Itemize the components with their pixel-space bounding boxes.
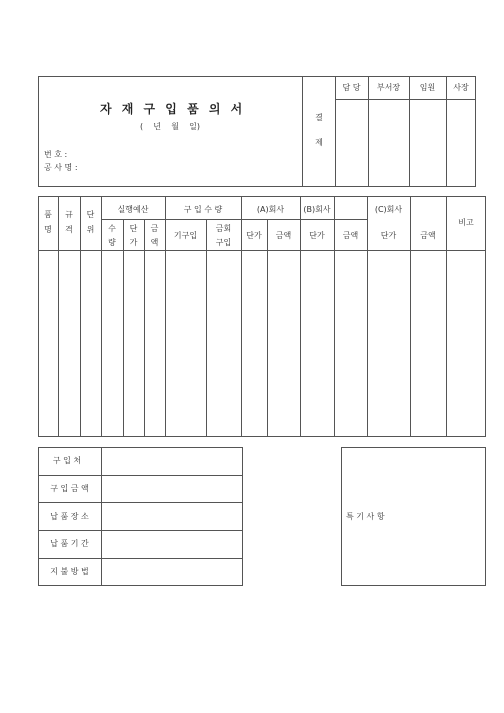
- header-divider: [302, 76, 303, 187]
- approval-label: 결: [315, 113, 323, 122]
- col-spec: 규: [65, 210, 73, 219]
- info-row-line: [38, 502, 243, 503]
- info-row-line: [38, 530, 243, 531]
- approval-role-staff: 담 당: [342, 83, 361, 92]
- col-a-amount: 금액: [275, 231, 292, 240]
- supplier-label: 구 입 처: [52, 456, 82, 465]
- col-prior-purchase: 기구입: [173, 231, 198, 240]
- approval-role-line: [335, 99, 476, 100]
- info-row-line: [38, 475, 243, 476]
- col-company-c: (C)회사: [374, 205, 403, 214]
- approval-label: 제: [315, 138, 323, 147]
- col-budget: 실행예산: [117, 205, 149, 214]
- col-c-amount: 금액: [420, 231, 436, 240]
- approval-role-dept-head: 부서장: [376, 83, 401, 92]
- number-label: 번 호 :: [44, 150, 68, 159]
- info-table-divider: [101, 447, 102, 586]
- col-unit: 위: [86, 225, 95, 234]
- col-line: [123, 219, 124, 437]
- col-item: 품: [44, 210, 52, 219]
- col-item: 명: [44, 225, 52, 234]
- col-budget-amount: 금: [150, 224, 159, 233]
- project-name-label: 공 사 명 :: [44, 163, 78, 172]
- col-budget-qty: 량: [108, 238, 116, 247]
- col-budget-qty: 수: [108, 224, 116, 233]
- col-budget-price: 가: [129, 238, 138, 247]
- col-remarks: 비고: [458, 218, 474, 227]
- delivery-period-label: 납 품 기 간: [50, 539, 89, 548]
- col-b-unit-price: 단가: [309, 231, 325, 240]
- col-budget-amount: 액: [150, 238, 159, 247]
- col-this-purchase: 금회: [215, 224, 232, 233]
- col-line: [446, 196, 447, 437]
- document-title: 자 재 구 입 품 의 서: [100, 102, 246, 116]
- table-subheader-line: [101, 219, 367, 220]
- col-unit: 단: [86, 210, 95, 219]
- col-purchase-qty: 구 입 수 량: [183, 205, 223, 214]
- col-c-unit-price: 단가: [380, 231, 397, 240]
- special-notes-label: 특 기 사 항: [346, 512, 385, 521]
- col-line: [267, 219, 268, 437]
- payment-method-label: 지 불 방 법: [50, 567, 89, 576]
- delivery-place-label: 납 품 장 소: [50, 512, 89, 521]
- approval-role-president: 사장: [453, 83, 469, 92]
- approval-role-executive: 임원: [419, 83, 436, 92]
- col-b-amount: 금액: [342, 231, 359, 240]
- purchase-amount-label: 구 입 금 액: [50, 484, 89, 493]
- col-line: [206, 219, 207, 437]
- col-this-purchase: 구입: [215, 238, 232, 247]
- table-header-line: [38, 250, 486, 251]
- col-budget-price: 단: [129, 224, 138, 233]
- date-line: ( 년 월 일): [140, 122, 200, 131]
- col-spec: 격: [65, 225, 73, 234]
- col-company-a: (A)회사: [256, 205, 285, 214]
- col-a-unit-price: 단가: [246, 231, 262, 240]
- col-company-b: (B)회사: [303, 205, 331, 214]
- info-row-line: [38, 558, 243, 559]
- col-line: [144, 219, 145, 437]
